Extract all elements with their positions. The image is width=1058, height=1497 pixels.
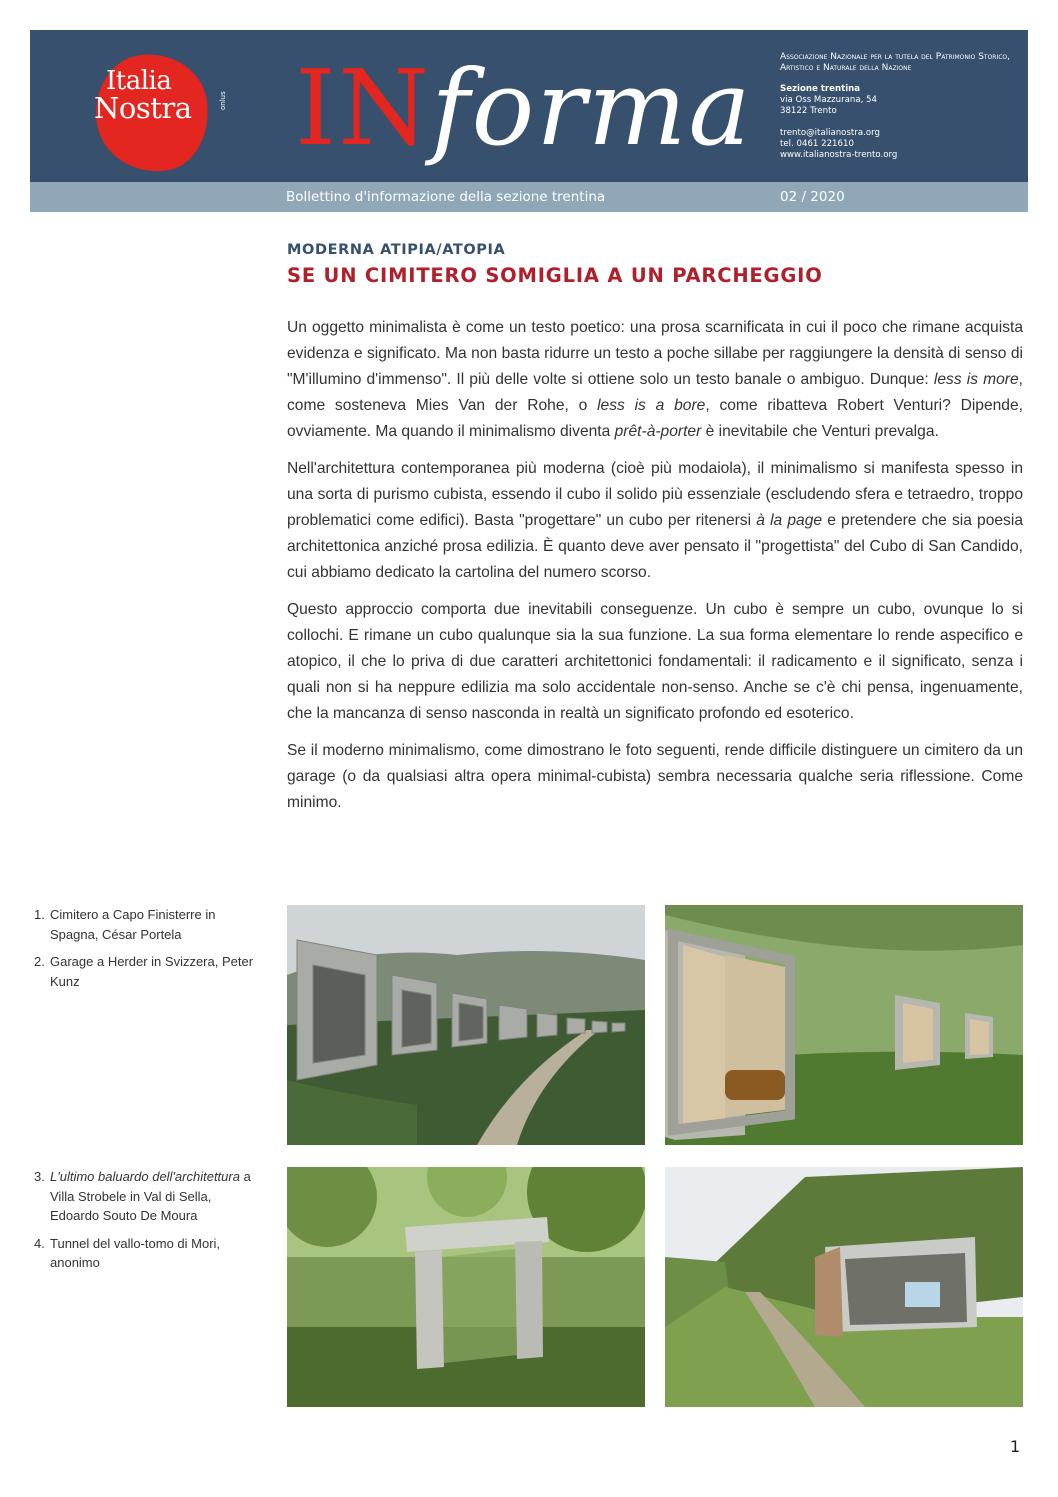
association-name: Associazione Nazionale per la tutela del Patrimonio Storico, Artistico e Naturale della Nazione <box>780 52 1011 73</box>
masthead-header <box>30 30 1028 182</box>
issue-number: 02 / 2020 <box>780 189 845 205</box>
page-number: 1 <box>1010 1437 1021 1456</box>
bulletin-bar <box>30 182 1028 212</box>
logo-line-2: Nostra <box>94 91 192 125</box>
paragraph-1: Un oggetto minimalista è come un testo poetico: una prosa scarnificata in cui il poco che rimane acquista evidenza e significato. Ma non basta ridurre un testo a poche sillabe per raggiungere la densità di senso di "M'illumino d'immenso". Il più delle volte si ottiene solo un testo banale o ambiguo. Dunque: less is more, come sosteneva Mies Van der Rohe, o less is a bore, come ribatteva Robert Venturi? Dipende, ovviamente. Ma quando il minimalismo diventa prêt-à-porter è inevitabile che Venturi prevalga. <box>287 319 1023 440</box>
logo-line-1: Italia <box>106 66 172 96</box>
title-in: IN <box>295 47 432 169</box>
caption-1: 1. Cimitero a Capo Finisterre in Spagna, César Portela <box>34 907 216 942</box>
logo-onlus: onlus <box>219 91 227 110</box>
title-forma: forma <box>431 47 753 169</box>
publication-title <box>295 38 753 178</box>
caption-group-1 <box>34 905 254 999</box>
contact-email[interactable]: trento@italianostra.org <box>780 128 880 138</box>
caption-group-2 <box>34 1167 254 1281</box>
article-kicker: MODERNA ATIPIA/ATOPIA <box>287 242 506 258</box>
logo-wordmark <box>94 68 254 123</box>
article-title: SE UN CIMITERO SOMIGLIA A UN PARCHEGGIO <box>287 264 823 287</box>
paragraph-3: Questo approccio comporta due inevitabili conseguenze. Un cubo è sempre un cubo, ovunque lo si collochi. E rimane un cubo qualunque sia la sua funzione. La sua forma elementare lo rende aspecifico e atopico, il che lo priva di due caratteri architettonici fondamentali: il radicamento e il significato, senza i quali non si ha neppure edilizia ma solo accidentale non-senso. Anche se c'è chi pensa, ingenuamente, che la mancanza di senso nasconda in realtà un significato profondo ed esoterico. <box>287 601 1023 722</box>
bulletin-subtitle: Bollettino d'informazione della sezione trentina <box>286 189 606 205</box>
caption-2: 2. Garage a Herder in Svizzera, Peter Kunz <box>34 954 254 989</box>
caption-3: 3. L'ultimo baluardo dell'architettura a Villa Strobele in Val di Sella, Edoardo Souto De Moura <box>34 1169 251 1223</box>
caption-4: 4. Tunnel del vallo-tomo di Mori, anonimo <box>34 1235 221 1270</box>
address-line-1: via Oss Mazzurana, 54 <box>780 95 877 105</box>
photo-garage-herder <box>665 905 1023 1145</box>
photo-tunnel-mori <box>665 1167 1023 1407</box>
contact-phone: tel. 0461 221610 <box>780 139 854 149</box>
address-line-2: 38122 Trento <box>780 106 837 116</box>
paragraph-2: Nell'architettura contemporanea più moderna (cioè più modaiola), il minimalismo si manifesta spesso in una sorta di purismo cubista, essendo il cubo il solido più essenziale (escludendo sfera e tetraedro, troppo problematici come edifici). Basta "progettare" un cubo per ritenersi à la page e pretendere che sia poesia architettonica anziché prosa edilizia. È quanto deve aver pensato il "progettista" del Cubo di San Candido, cui abbiamo dedicato la cartolina del numero scorso. <box>287 460 1023 581</box>
paragraph-4: Se il moderno minimalismo, come dimostrano le foto seguenti, rende difficile distinguere un cimitero da un garage (o da qualsiasi altra opera minimal-cubista) sembra necessaria qualche seria riflessione. Come minimo. <box>287 742 1023 811</box>
photo-cemetery-finisterre <box>287 905 645 1145</box>
association-info <box>780 52 1020 161</box>
section-name: Sezione trentina <box>780 84 861 94</box>
contact-website[interactable]: www.italianostra-trento.org <box>780 150 898 160</box>
article-body <box>287 315 1023 827</box>
photo-villa-strobele <box>287 1167 645 1407</box>
